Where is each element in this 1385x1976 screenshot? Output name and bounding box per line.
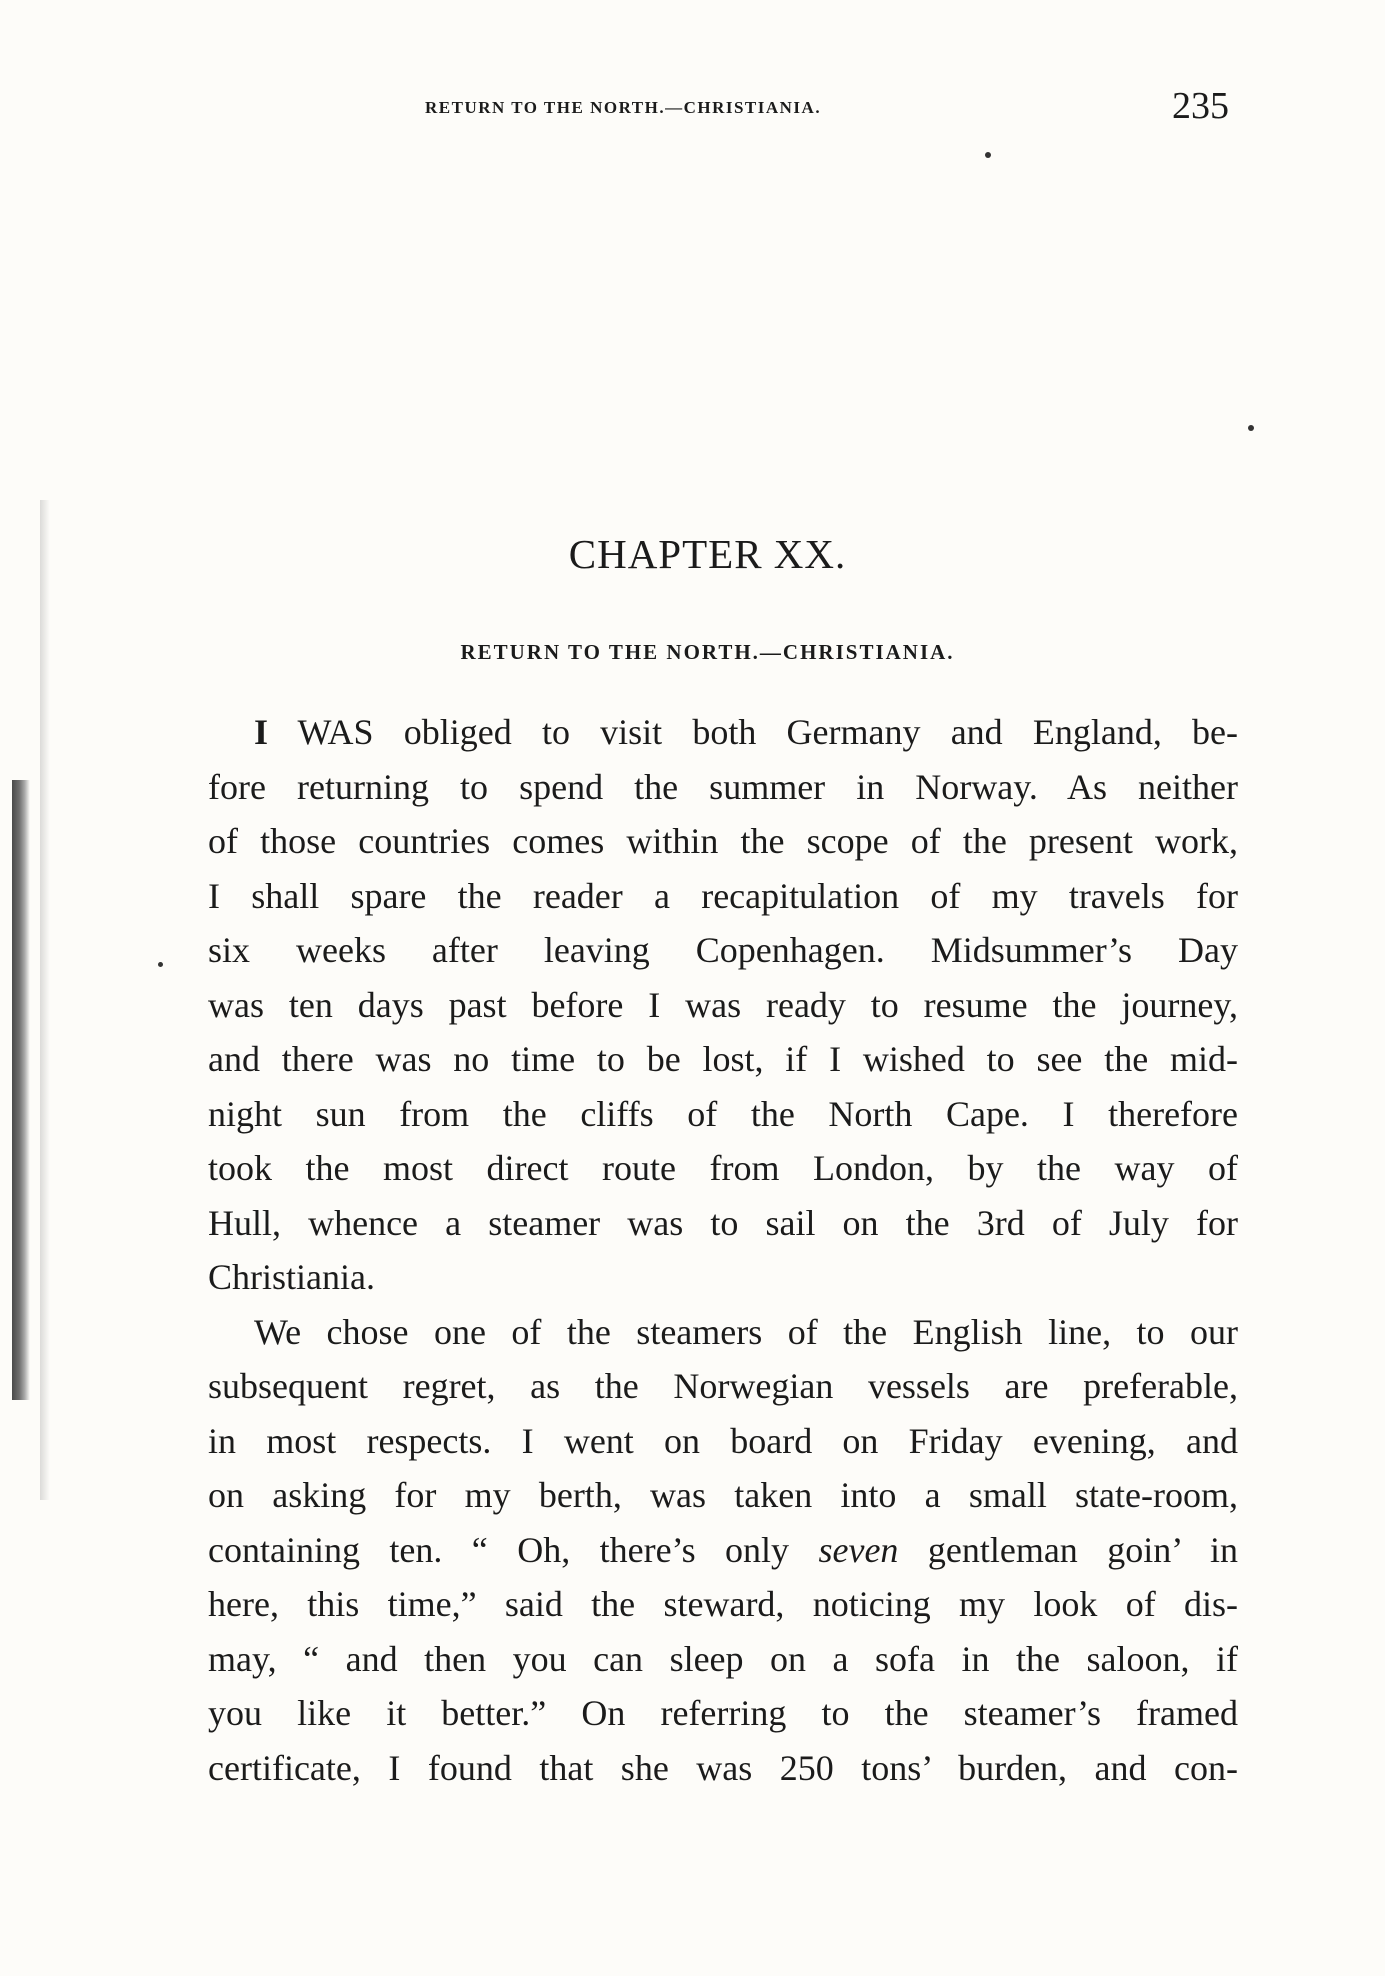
ink-speck [1248,425,1254,431]
chapter-subtitle: RETURN TO THE NORTH.—CHRISTIANIA. [460,640,955,664]
paragraph-line: six weeks after leaving Copenhagen. Midsummer’s Day [208,930,1238,970]
line-text: gentleman goin’ in [898,1529,1238,1570]
body-text [208,705,1238,1795]
paragraph-line: Christiania. [208,1257,375,1297]
paragraph-line: night sun from the cliffs of the North Cape. I therefore [208,1093,1238,1134]
paragraph-line [208,705,1238,760]
line-text: obliged to visit both Germany and England, be- [373,712,1238,752]
paragraph-line: may, “ and then you can sleep on a sofa in the saloon, if [208,1638,1238,1679]
paragraph-line: certificate, I found that she was 250 tons’ burden, and con- [208,1747,1238,1788]
paragraph-line: was ten days past before I was ready to resume the journey, [208,984,1238,1025]
ink-speck [985,152,991,158]
chapter-title: CHAPTER XX. [568,531,847,577]
paragraph-line: on asking for my berth, was taken into a small state-room, [208,1475,1238,1515]
paragraph-line [208,1523,1238,1578]
paragraph-line: We chose one of the steamers of the English line, to our [254,1311,1238,1352]
line-text: containing ten. “ Oh, there’s only [208,1529,819,1570]
paragraph-line: in most respects. I went on board on Friday evening, and [208,1420,1238,1461]
page-number: 235 [1172,85,1229,127]
binding-shadow [12,780,30,1400]
paragraph-line: Hull, whence a steamer was to sail on the 3rd of July for [208,1202,1238,1243]
paragraph-line: I shall spare the reader a recapitulation of my travels for [208,875,1238,916]
paragraph-line: here, this time,” said the steward, noticing my look of dis- [208,1584,1238,1624]
lead-capital: I [254,712,269,752]
paragraph-line: of those countries comes within the scope of the present work, [208,821,1238,861]
paragraph-line: fore returning to spend the summer in Norway. As neither [208,766,1238,807]
ink-speck [158,962,163,967]
lead-smallcaps: WAS [268,712,374,752]
paragraph-line: subsequent regret, as the Norwegian vessels are preferable, [208,1366,1238,1406]
paragraph-line: took the most direct route from London, by the way of [208,1148,1238,1188]
running-head: RETURN TO THE NORTH.—CHRISTIANIA. [425,98,822,117]
paragraph-line: you like it better.” On referring to the steamer’s framed [208,1693,1238,1733]
italic-word: seven [818,1529,899,1570]
paragraph-line: and there was no time to be lost, if I wished to see the mid- [208,1039,1238,1079]
